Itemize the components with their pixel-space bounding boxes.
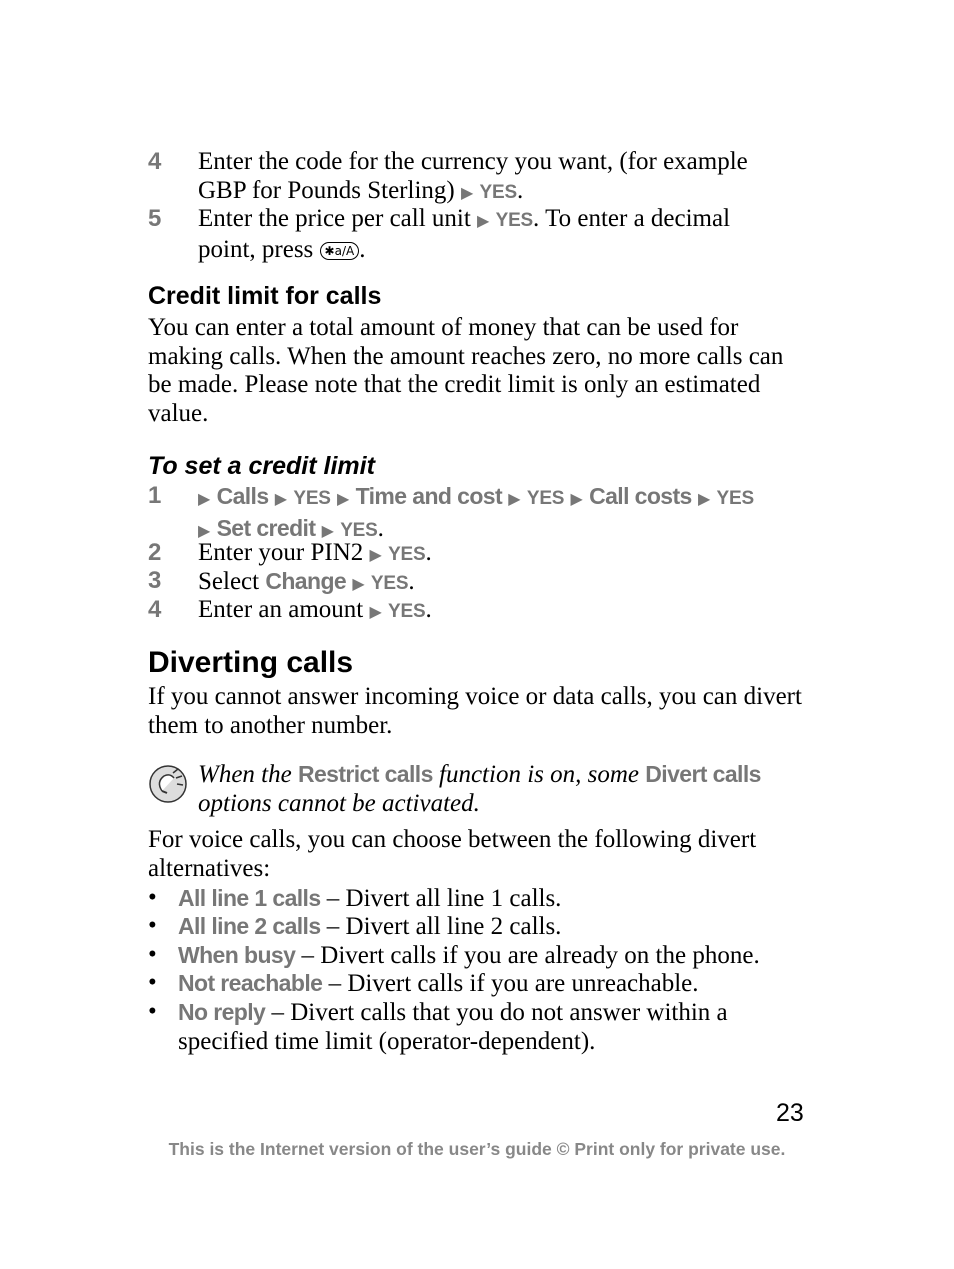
- arrow-icon: ▶: [697, 489, 711, 508]
- menu-set-credit: Set credit: [216, 514, 316, 541]
- step-enter-amount: Enter an amount ▶ YES.: [198, 596, 432, 623]
- arrow-icon: ▶: [198, 520, 211, 540]
- step-menu-path: ▶ Calls ▶ YES ▶ Time and cost ▶ YES ▶ Call costs ▶ YES ▶ Set credit ▶ YES.: [198, 483, 754, 542]
- step-number: 5: [148, 205, 162, 232]
- step-select-change: Select Change ▶ YES.: [198, 568, 415, 595]
- arrow-icon: ▶: [570, 489, 583, 508]
- manual-page: 4 Enter the code for the currency you want, (for example GBP for Pounds Sterling) ▶ YES. 5 Enter the price per call unit ▶ YES. To enter a decimal point, press ✱a/A . Credit limit for calls You can enter a total amount of money that can be used for making calls. When the amount reaches zero, no more calls can be made. Please note that the credit limit is only an estimated value. To set a credit limit 1 ▶ Calls ▶ YES ▶ Time and cost ▶ YES ▶ Call costs ▶ YES ▶ Set credit ▶ YES. 2 Enter your PIN2 ▶ YES. 3 Select Change ▶ YES. 4 Enter an amount ▶ YES. Diverting calls If you cannot answer incoming voice or data calls, you can divert them to another number. When the Restrict calls function is on, some Divert calls options cannot be activated. For voice calls, you can choose between the following divert alternatives: • All line 1 calls – Divert all line 1 calls. • All line 2 calls – Divert all line 2 calls. • When busy – Divert calls if you are already on the phone. • Not reachable – Divert calls if you are unreachable. • No reply – Divert calls that you do not answer within a specified time limit (operator-dependent). 23 This is the Internet version of the user’s guide © Print only for private use.: [0, 0, 954, 1269]
- arrow-icon: ▶: [337, 489, 350, 508]
- yes-key: YES: [526, 488, 565, 509]
- menu-call-costs: Call costs: [589, 483, 692, 509]
- yes-key: YES: [340, 519, 378, 541]
- arrow-icon: ▶: [321, 520, 334, 540]
- menu-time-and-cost: Time and cost: [355, 483, 503, 509]
- arrow-icon: ▶: [198, 489, 211, 508]
- arrow-icon: ▶: [508, 489, 521, 508]
- menu-change: Change: [265, 568, 347, 594]
- procedure-heading: To set a credit limit: [148, 452, 375, 480]
- yes-key: YES: [388, 601, 426, 622]
- arrow-icon: ▶: [460, 182, 474, 202]
- lightbulb-tip-icon: [148, 764, 188, 804]
- menu-all-line-2-calls: All line 2 calls: [178, 913, 321, 939]
- step-number: 1: [148, 482, 162, 509]
- menu-not-reachable: Not reachable: [178, 970, 323, 996]
- star-key-icon: ✱a/A: [320, 242, 360, 260]
- divert-alternatives-intro: For voice calls, you can choose between the following divert alternatives:: [148, 826, 757, 882]
- credit-description: You can enter a total amount of money that can be used for making calls. When the amount reaches zero, no more calls can be made. Please note that the credit limit is only an estimated value.: [148, 314, 784, 427]
- step-number: 3: [148, 567, 162, 594]
- step-number: 4: [148, 148, 162, 175]
- yes-key: YES: [388, 544, 426, 565]
- step-number: 4: [148, 596, 162, 623]
- arrow-icon: ▶: [477, 211, 490, 230]
- menu-divert-calls: Divert calls: [645, 761, 761, 787]
- arrow-icon: ▶: [369, 602, 382, 621]
- menu-when-busy: When busy: [178, 942, 296, 968]
- diverting-intro: If you cannot answer incoming voice or data calls, you can divert them to another number.: [148, 683, 802, 739]
- arrow-icon: ▶: [274, 489, 288, 508]
- page-number: 23: [776, 1099, 804, 1127]
- step-enter-pin2: Enter your PIN2 ▶ YES.: [198, 539, 432, 566]
- step-currency-code: Enter the code for the currency you want, (for example GBP for Pounds Sterling) ▶ YES.: [198, 148, 748, 204]
- menu-no-reply: No reply: [178, 999, 266, 1025]
- section-heading: Credit limit for calls: [148, 282, 382, 310]
- yes-key: YES: [495, 210, 534, 231]
- yes-key: YES: [370, 573, 409, 594]
- menu-all-line-1-calls: All line 1 calls: [178, 885, 321, 911]
- yes-key: YES: [479, 181, 517, 203]
- yes-key: YES: [716, 488, 754, 509]
- tip-note: When the Restrict calls function is on, some Divert calls options cannot be activated.: [198, 761, 761, 817]
- yes-key: YES: [293, 488, 331, 509]
- menu-restrict-calls: Restrict calls: [297, 761, 433, 787]
- step-number: 2: [148, 539, 162, 566]
- arrow-icon: ▶: [352, 574, 365, 593]
- arrow-icon: ▶: [369, 545, 382, 564]
- step-price-per-unit: Enter the price per call unit ▶ YES. To enter a decimal point, press ✱a/A .: [198, 205, 731, 263]
- menu-calls: Calls: [216, 483, 269, 509]
- chapter-heading: Diverting calls: [148, 646, 354, 679]
- footer-notice: This is the Internet version of the user’s guide © Print only for private use.: [168, 1139, 786, 1159]
